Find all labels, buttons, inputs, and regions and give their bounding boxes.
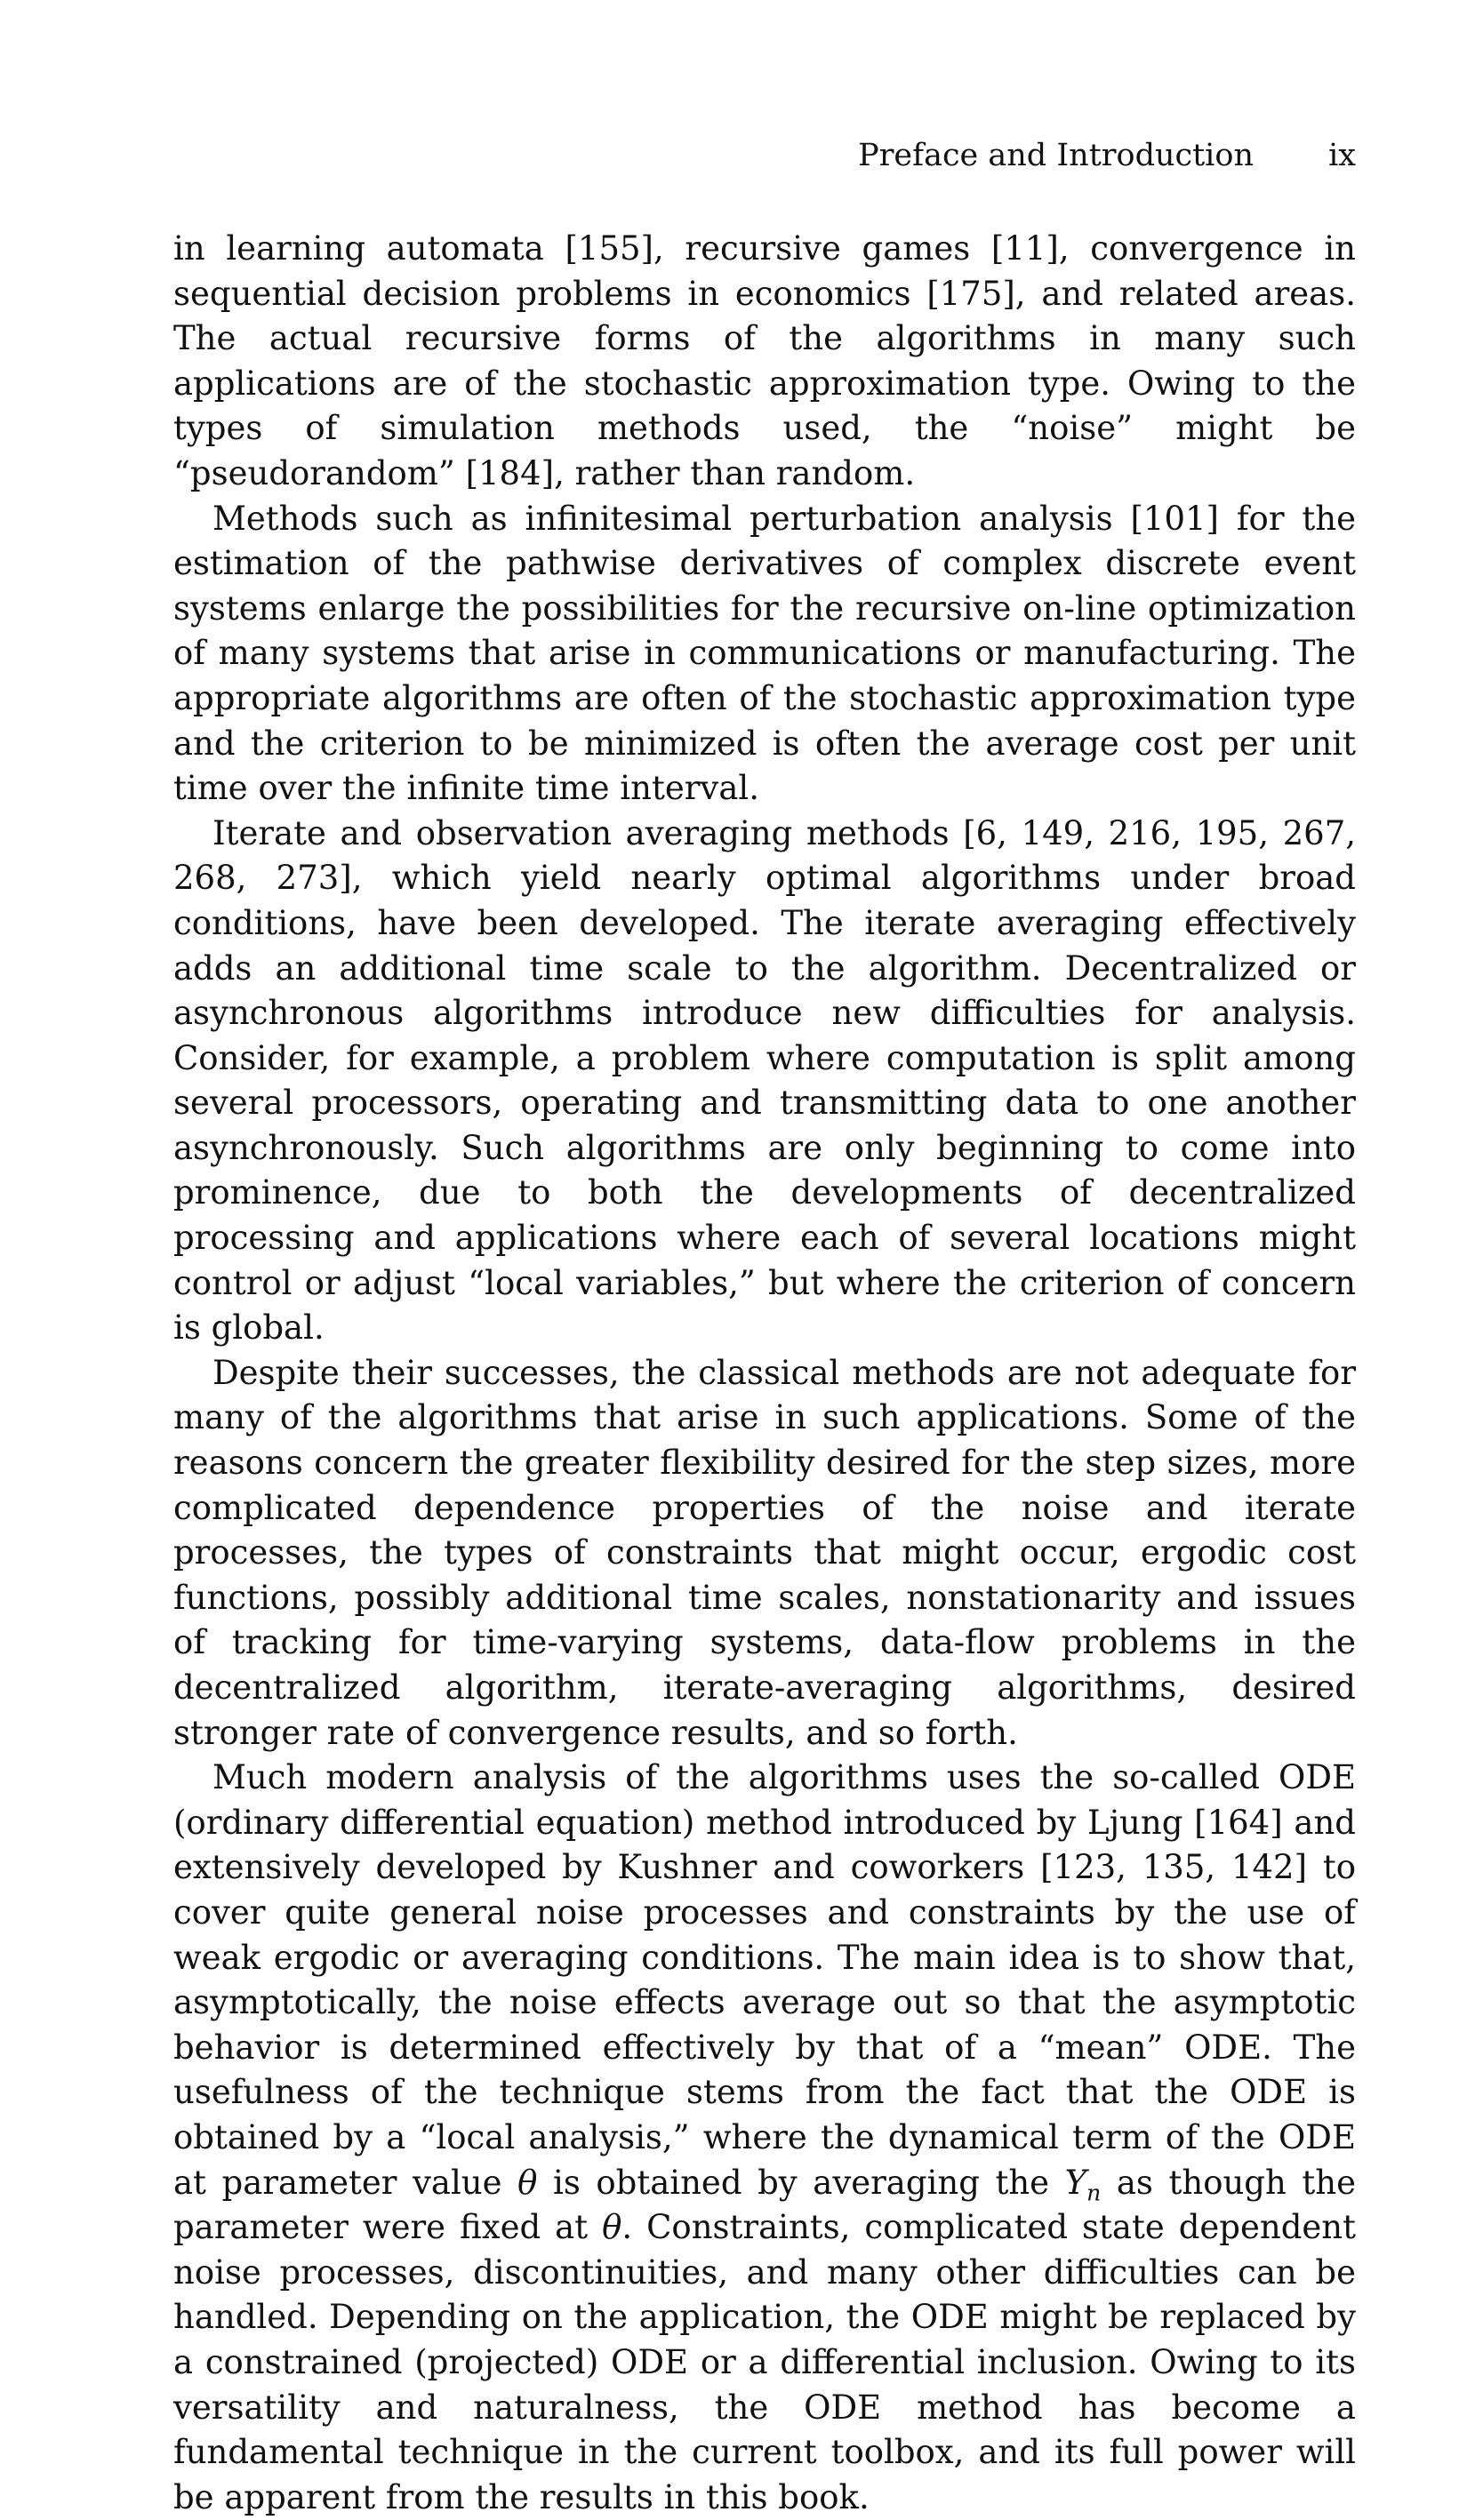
body-text xyxy=(173,227,1356,2520)
paragraph-1: in learning automata [155], recursive games [11], convergence in sequential decision problems in economics [175], and related areas. The actual recursive forms of the algorithms in many such applications are of the stochastic approximation type. Owing to the types of simulation methods used, the “noise” might be “pseudorandom” [184], rather than random. xyxy=(173,229,1356,492)
math-y-n xyxy=(1064,2163,1102,2206)
paragraph-5-text-a: Much modern analysis of the algorithms uses the so-called ODE (ordinary differential equation) method introduced by Ljung [164] and extensively developed by Kushner and coworkers [123, 135, 142] to cover quite general noise processes and constraints by the use of weak ergodic or averaging conditions. The main idea is to show that, asymptotically, the noise effects average out so that the asymptotic behavior is determined effectively by that of a “mean” ODE. The usefulness of the technique stems from the fact that the ODE is obtained by a “local analysis,” where the dynamical term of the ODE at parameter value xyxy=(173,1758,1356,2202)
paragraph-5-text-b: is obtained by averaging the xyxy=(537,2163,1065,2202)
math-theta: θ xyxy=(602,2208,622,2247)
running-title: Preface and Introduction xyxy=(858,138,1254,173)
paragraph-2: Methods such as infinitesimal perturbation analysis [101] for the estimation of the pathwise derivatives of complex discrete event systems enlarge the possibilities for the recursive on-line optimization of many systems that arise in communications or manufacturing. The appropriate algorithms are often of the stochastic approximation type and the criterion to be minimized is often the average cost per unit time over the infinite time interval. xyxy=(173,499,1356,808)
paragraph-5 xyxy=(173,1756,1356,2520)
paragraph-5-text-d: . Constraints, complicated state dependent noise processes, discontinuities, and many other difficulties can be handled. Depending on the application, the ODE might be replaced by a constrained (projected) ODE or a differential inclusion. Owing to its versatility and naturalness, the ODE method has become a fundamental technique in the current toolbox, and its full power will be apparent from the results in this book. xyxy=(173,2208,1356,2516)
math-subscript-n: n xyxy=(1086,2180,1102,2206)
running-head xyxy=(173,133,1356,178)
paragraph-3: Iterate and observation averaging methods [6, 149, 216, 195, 267, 268, 273], which yield nearly optimal algorithms under broad conditions, have been developed. The iterate averaging effectively adds an additional time scale to the algorithm. Decentralized or asynchronous algorithms introduce new difficulties for analysis. Consider, for example, a problem where computation is split among several processors, operating and transmitting data to one another asynchronously. Such algorithms are only beginning to come into prominence, due to both the developments of decentralized processing and applications where each of several locations might control or adjust “local variables,” but where the criterion of concern is global. xyxy=(173,813,1356,1348)
paragraph-5-text-c: as though the parameter were fixed at xyxy=(173,2163,1356,2247)
page-number: ix xyxy=(1328,138,1356,173)
math-y: Y xyxy=(1064,2163,1087,2202)
paragraph-4: Despite their successes, the classical methods are not adequate for many of the algorithms that arise in such applications. Some of the reasons concern the greater flexibility desired for the step sizes, more complicated dependence properties of the noise and iterate processes, the types of constraints that might occur, ergodic cost functions, possibly additional time scales, nonstationarity and issues of tracking for time-varying systems, data-flow problems in the decentralized algorithm, iterate-averaging algorithms, desired stronger rate of convergence results, and so forth. xyxy=(173,1353,1356,1752)
math-theta: θ xyxy=(517,2163,538,2202)
